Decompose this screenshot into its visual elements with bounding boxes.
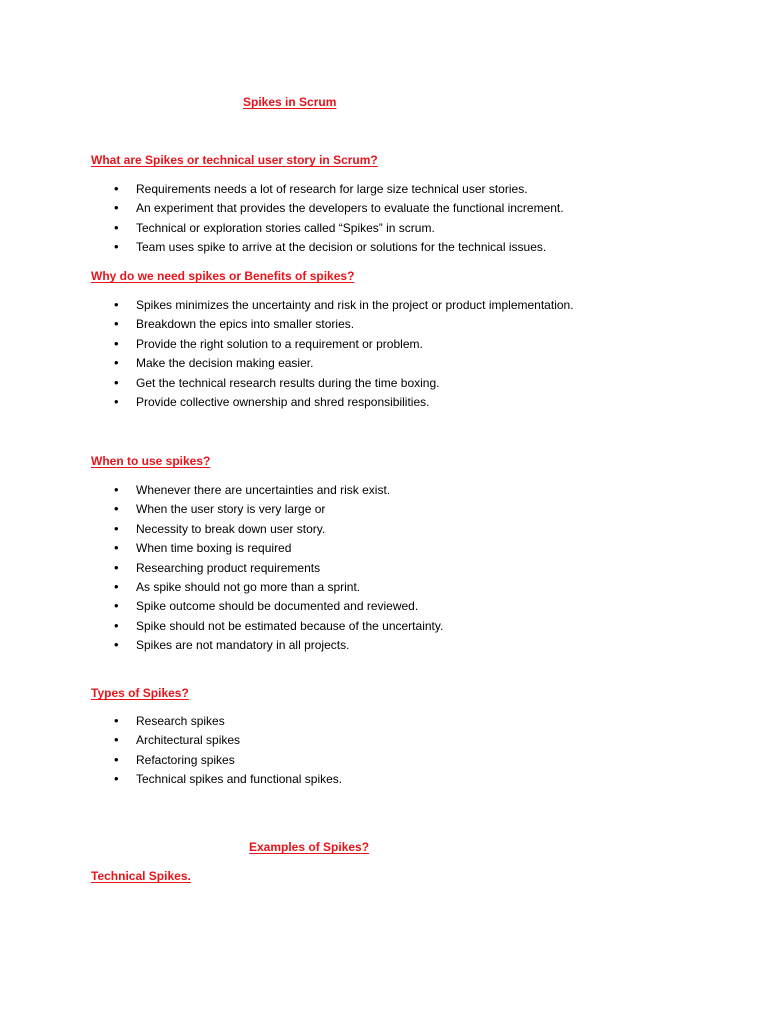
- list-item: • Make the decision making easier.: [112, 356, 574, 375]
- list-item: • Technical spikes and functional spikes.: [112, 772, 342, 791]
- section-heading-why-spikes: Why do we need spikes or Benefits of spikes?: [91, 269, 355, 283]
- list-item: • Refactoring spikes: [112, 753, 342, 772]
- list-item: • Technical or exploration stories called “Spikes” in scrum.: [112, 221, 564, 240]
- list-item: • An experiment that provides the developers to evaluate the functional increment.: [112, 201, 564, 220]
- list-item: • Architectural spikes: [112, 733, 342, 752]
- list-item: • Provide collective ownership and shred responsibilities.: [112, 395, 574, 414]
- section-heading-what-are-spikes: What are Spikes or technical user story in Scrum?: [91, 153, 378, 167]
- list-item: • Spike should not be estimated because of the uncertainty.: [112, 619, 443, 638]
- examples-heading: Examples of Spikes?: [249, 840, 370, 854]
- technical-spikes-heading: Technical Spikes.: [91, 869, 191, 883]
- list-item: • Whenever there are uncertainties and risk exist.: [112, 483, 443, 502]
- list-item: • Provide the right solution to a requirement or problem.: [112, 337, 574, 356]
- bullet-list-what-are-spikes: [112, 182, 564, 260]
- bullet-list-types-of-spikes: [112, 714, 342, 792]
- list-item: • When time boxing is required: [112, 541, 443, 560]
- section-heading-when-to-use: When to use spikes?: [91, 454, 211, 468]
- list-item: • Spikes are not mandatory in all projects.: [112, 638, 443, 657]
- list-item: • When the user story is very large or: [112, 502, 443, 521]
- list-item: • Get the technical research results during the time boxing.: [112, 376, 574, 395]
- list-item: • Spikes minimizes the uncertainty and risk in the project or product implementation.: [112, 298, 574, 317]
- bullet-list-when-to-use: [112, 483, 443, 658]
- list-item: • Researching product requirements: [112, 561, 443, 580]
- list-item: • Requirements needs a lot of research for large size technical user stories.: [112, 182, 564, 201]
- bullet-list-why-spikes: [112, 298, 574, 414]
- list-item: • Research spikes: [112, 714, 342, 733]
- section-heading-types-of-spikes: Types of Spikes?: [91, 686, 189, 700]
- list-item: • Team uses spike to arrive at the decision or solutions for the technical issues.: [112, 240, 564, 259]
- list-item: • As spike should not go more than a sprint.: [112, 580, 443, 599]
- list-item: • Necessity to break down user story.: [112, 522, 443, 541]
- list-item: • Breakdown the epics into smaller stories.: [112, 317, 574, 336]
- list-item: • Spike outcome should be documented and reviewed.: [112, 599, 443, 618]
- document-title: Spikes in Scrum: [243, 95, 337, 109]
